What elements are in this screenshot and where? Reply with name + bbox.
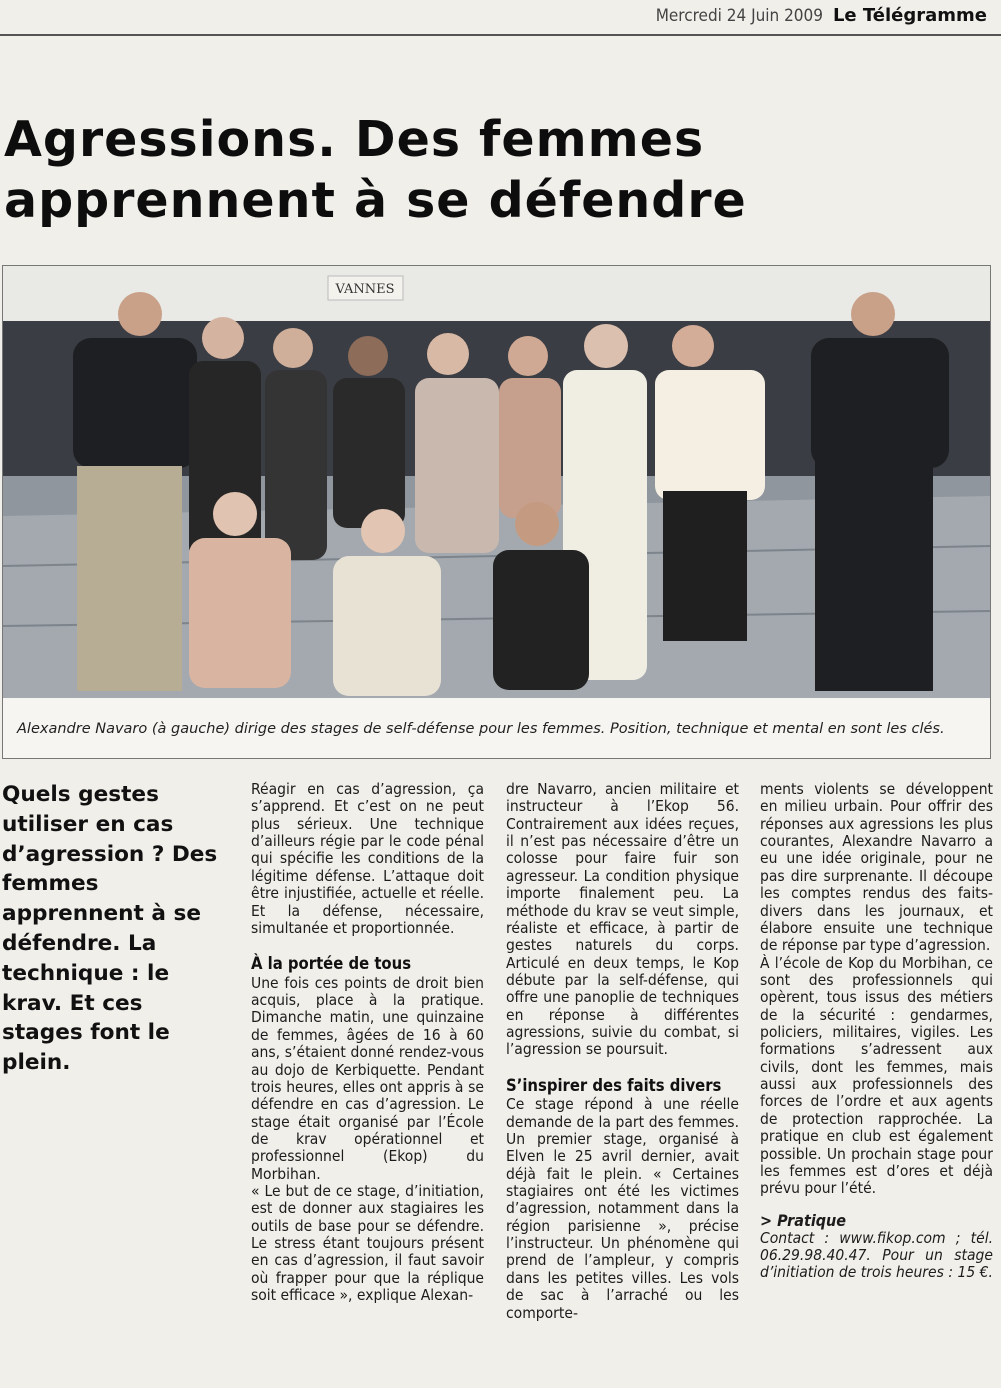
practical-info-title: > Pratique — [760, 1210, 847, 1230]
subheading: S’inspirer des faits divers — [506, 1075, 722, 1095]
column-1 — [251, 781, 484, 1305]
instructor-right — [811, 292, 949, 691]
paragraph: À l’école de Kop du Morbihan, ce sont des professionnels qui opèrent, tous issus des métiers de la sécurité : gendarmes, policiers, militaires, vigiles. Les formations s’adressent aux civils, dont les femmes, mais aussi aux professionnels des forces de l’ordre et aux agents de protection rapprochée. La pratique en club est également possible. Un prochain stage pour les femmes est d’ores et déjà prévu pour l’été. — [760, 953, 993, 1198]
group-photo-illustration — [3, 266, 990, 698]
paragraph: « Le but de ce stage, d’initiation, est de donner aux stagiaires les outils de base pour se défendre. Le stress étant toujours présent en cas d’agression, il faut savoir où frapper pour que la réplique soit efficace », explique Alexan- — [251, 1182, 484, 1305]
column-3 — [760, 781, 993, 1282]
kneeling-girls — [189, 492, 589, 696]
newspaper-name: Le Télégramme — [832, 5, 987, 26]
paragraph: Une fois ces points de droit bien acquis, place à la pratique. Dimanche matin, une quinzaine de femmes, âgées de 16 à 60 ans, s’étaient donné rendez-vous au dojo de Kerbiquette. Pendant trois heures, elles ont appris à se défendre en cas d’agression. Le stage était organisé par l’École de krav opérationnel et professionnel (Ekop) du Morbihan. — [251, 973, 484, 1183]
practical-info-text: Contact : www.fikop.com ; tél. 06.29.98.40.47. Pour un stage d’initiation de trois heures : 15 €. — [760, 1228, 993, 1282]
instructor-left — [73, 292, 197, 691]
paragraph: ments violents se développent en milieu urbain. Pour offrir des réponses aux agressions les plus courantes, Alexandre Navarro a eu une idée originale, pour ne pas dire surprenante. Il découpe les comptes rendus des faits-divers dans les journaux, et élabore ensuite une technique de réponse par type d’agression. — [760, 780, 993, 955]
group-photo — [3, 266, 990, 698]
vannes-sign: VANNES — [335, 282, 395, 297]
photo-block — [2, 265, 991, 759]
article-headline — [4, 110, 864, 232]
column-2 — [506, 781, 739, 1322]
practical-info — [760, 1212, 993, 1282]
paragraph: Réagir en cas d’agression, ça s’apprend. Et c’est on ne peut plus sérieux. Une technique d’ailleurs régie par le code pénal qui spécifie les conditions de la légitime défense. L’attaque doit être injustifiée, actuelle et réelle. Et la défense, nécessaire, simultanée et proportionnée. — [251, 780, 484, 937]
headline-line-2: apprennent à se défendre — [4, 171, 747, 229]
bleed-through-text — [851, 98, 1001, 268]
headline-line-1: Agressions. Des femmes — [4, 111, 705, 168]
issue-date: Mercredi 24 Juin 2009 — [655, 6, 823, 26]
paragraph: Ce stage répond à une réelle demande de la part des femmes. Un premier stage, organisé à Elven le 25 avril dernier, avait déjà fait le plein. « Certaines stagiaires ont été les victimes d’agression, notamment dans la région parisienne », précise l’instructeur. Un phénomène qui prend de l’ampleur, y compris dans les petites villes. Les vols de sac à l’arraché ou les comporte- — [506, 1095, 739, 1322]
photo-caption: Alexandre Navaro (à gauche) dirige des stages de self-défense pour les femmes. Position, technique et mental en sont les clés. — [17, 721, 945, 737]
subheading: À la portée de tous — [251, 954, 412, 974]
paragraph: dre Navarro, ancien militaire et instructeur à l’Ekop 56. Contrairement aux idées reçues, il n’est pas nécessaire d’être un colosse pour faire fuir son agresseur. La condition physique importe finalement peu. La méthode du krav se veut simple, réaliste et efficace, à partir de gestes naturels du corps. Articulé en deux temps, le Kop débute par la self-défense, qui offre une panoplie de techniques en réponse à différentes agressions, suivie du combat, si l’agression se poursuit. — [506, 780, 739, 1059]
masthead — [0, 0, 1001, 36]
article-lead: Quels gestes utiliser en cas d’agression ? Des femmes apprennent à se défendre. La technique : le krav. Et ces stages font le plein. — [2, 782, 218, 1076]
